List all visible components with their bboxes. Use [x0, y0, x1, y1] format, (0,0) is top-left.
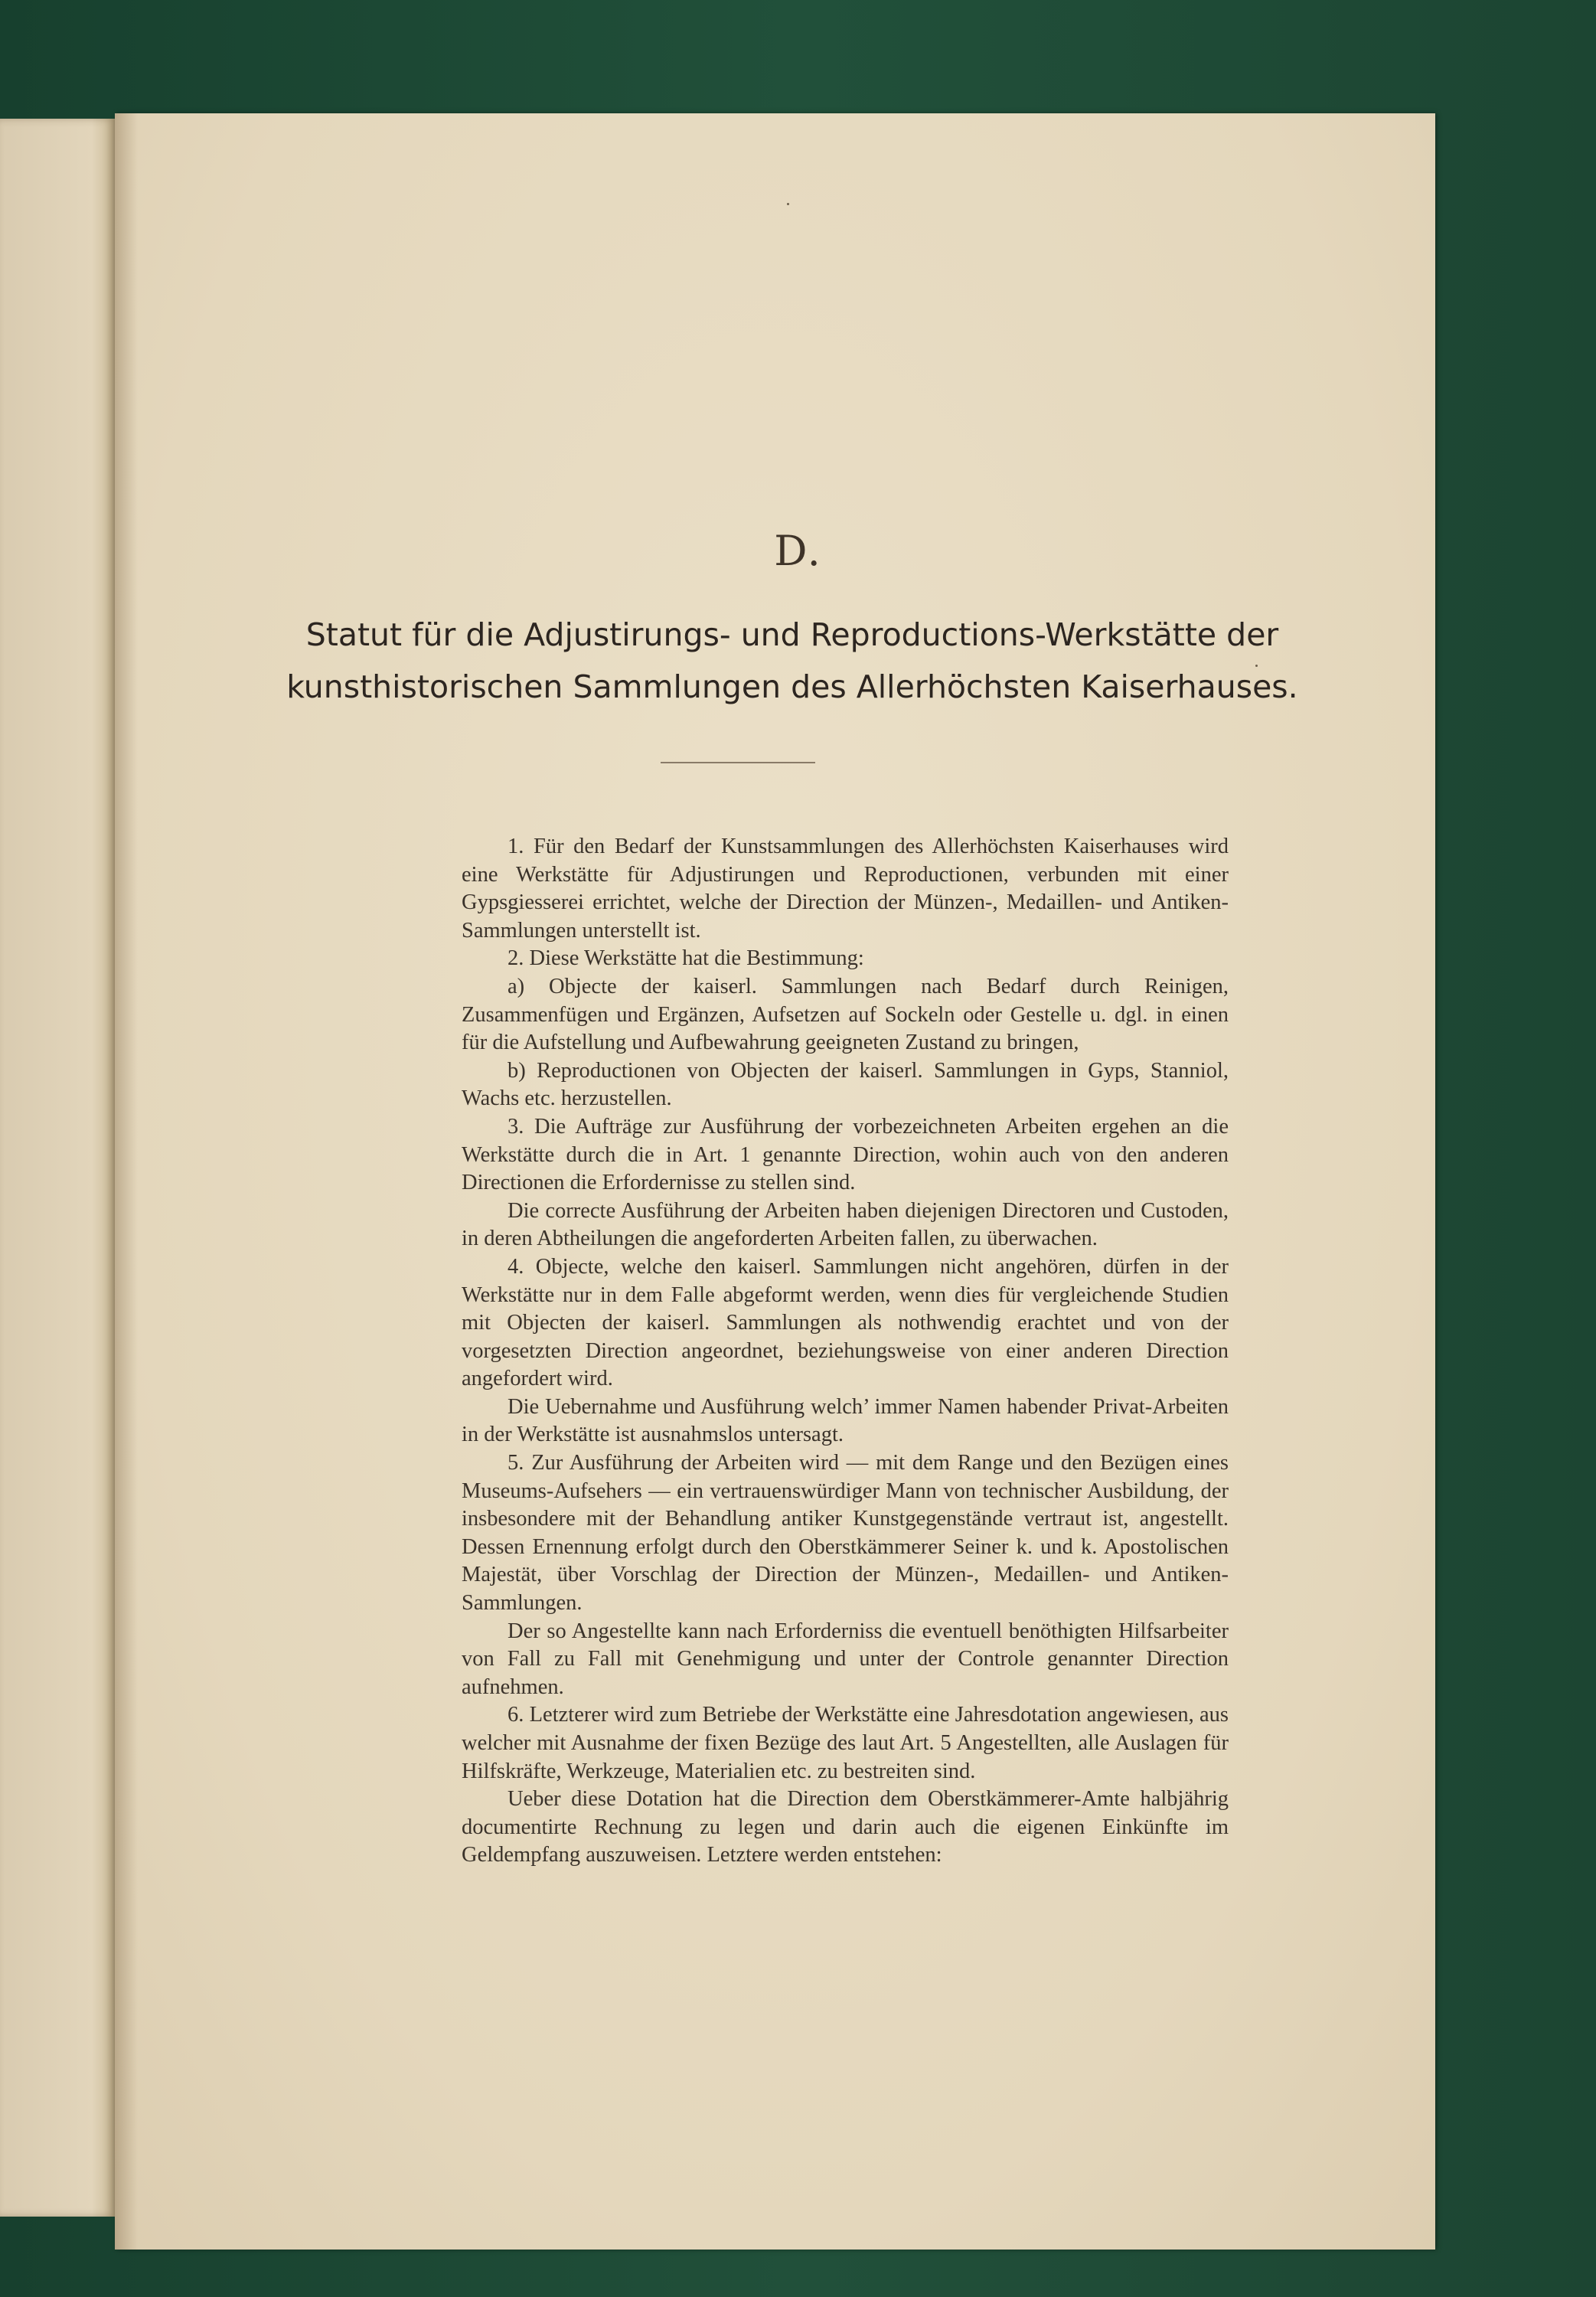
paragraph-art-5-cont: Der so Angestellte kann nach Erforderniss die eventuell benöthigten Hilfsarbeiter von Fall zu Fall mit Genehmigung und unter der Controle genannter Direction aufnehmen. — [462, 1619, 1229, 1699]
paragraph-art-6-cont: Ueber diese Dotation hat die Direction dem Oberstkämmerer-Amte halbjährig documentirte Rechnung zu legen und darin auch die eigenen Einkünfte im Geldempfang auszuweisen. Letztere werden entstehen: — [462, 1787, 1229, 1867]
title-divider — [661, 762, 815, 763]
paragraph-art-6: 6. Letzterer wird zum Betriebe der Werkstätte eine Jahresdotation angewiesen, aus welcher mit Ausnahme der fixen Bezüge des laut Art. 5 Angestellten, alle Auslagen für Hilfskräfte, Werkzeuge, Materialien etc. zu bestreiten sind. — [462, 1703, 1229, 1783]
previous-page-edge — [0, 119, 115, 2217]
section-letter: D. — [774, 527, 822, 575]
paragraph-art-3-cont: Die correcte Ausführung der Arbeiten haben diejenigen Directoren und Custoden, in deren Abtheilungen die angeforderten Arbeiten fallen, zu überwachen. — [462, 1198, 1229, 1251]
document-title — [230, 609, 1355, 713]
title-line-1: Statut für die Adjustirungs- und Reproductions-Werkstätte der — [305, 616, 1279, 653]
paragraph-art-2b: b) Reproductionen von Objecten der kaiserl. Sammlungen in Gyps, Stanniol, Wachs etc. herzustellen. — [462, 1058, 1229, 1111]
paragraph-art-5: 5. Zur Ausführung der Arbeiten wird — mit dem Range und den Bezügen eines Museums-Aufsehers — ein vertrauenswürdiger Mann von technischer Ausbildung, der insbesondere mit der Behandlung antiker Kunstgegenstände vertraut ist, angestellt. Dessen Ernennung erfolgt durch den Oberstkämmerer Seiner k. und k. Apostolischen Majestät, über Vorschlag der Direction der Münzen-, Medaillen- und Antiken-Sammlungen. — [462, 1451, 1229, 1616]
page-gutter-shadow — [115, 113, 138, 2250]
title-line-2: kunsthistorischen Sammlungen des Allerhöchsten Kaiserhauses. — [286, 668, 1298, 705]
paragraph-art-4: 4. Objecte, welche den kaiserl. Sammlungen nicht angehören, dürfen in der Werkstätte nur in dem Falle abgeformt werden, wenn dies für vergleichende Studien mit Objecten der kaiserl. Sammlungen als nothwendig erachtet und von der vorgesetzten Direction angeordnet, beziehungsweise von einer anderen Direction angefordert wird. — [462, 1254, 1229, 1391]
paper-speck — [787, 203, 789, 205]
paragraph-art-3: 3. Die Aufträge zur Ausführung der vorbezeichneten Arbeiten ergehen an die Werkstätte durch die in Art. 1 genannte Direction, wohin auch von den anderen Directionen die Erfordernisse zu stellen sind. — [462, 1114, 1229, 1195]
paragraph-art-1: 1. Für den Bedarf der Kunstsammlungen des Allerhöchsten Kaiserhauses wird eine Werkstätte für Adjustirungen und Reproductionen, verbunden mit einer Gypsgiesserei errichtet, welche der Direction der Münzen-, Medaillen- und Antiken-Sammlungen unterstellt ist. — [462, 835, 1229, 943]
statute-body — [462, 833, 1229, 1870]
paragraph-art-2: 2. Diese Werkstätte hat die Bestimmung: — [508, 946, 864, 971]
paragraph-art-2a: a) Objecte der kaiserl. Sammlungen nach Bedarf durch Reinigen, Zusammenfügen und Ergänzen, Aufsetzen auf Sockeln oder Gestelle u. dgl. in einen für die Aufstellung und Aufbewahrung geeigneten Zustand zu bringen, — [462, 974, 1229, 1055]
paragraph-art-4-cont: Die Uebernahme und Ausführung welch’ immer Namen habender Privat-Arbeiten in der Werkstätte ist ausnahmslos untersagt. — [462, 1394, 1229, 1447]
